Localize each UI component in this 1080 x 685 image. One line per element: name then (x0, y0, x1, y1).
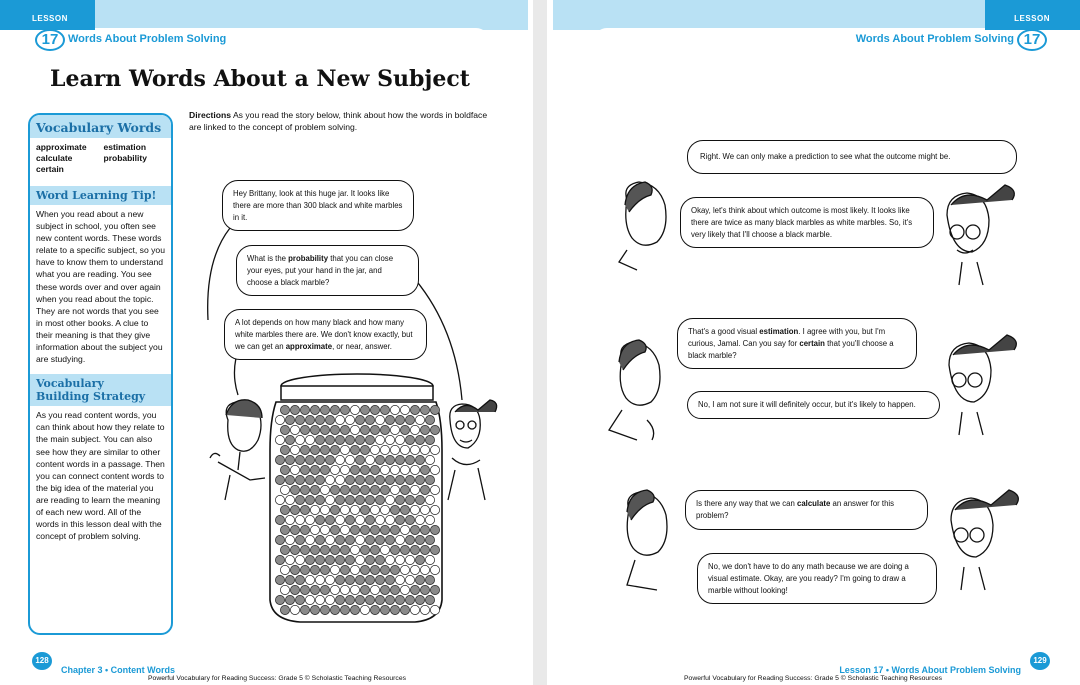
bubble-text: What is the (247, 254, 289, 263)
speech-bubble (222, 180, 414, 231)
lesson-number-badge: 17 (35, 29, 65, 51)
girl-figure (951, 490, 1018, 590)
bubble-text: , or near, answer. (332, 341, 392, 351)
tip-heading: Word Learning Tip! (30, 186, 171, 205)
vocab-word: estimation (103, 142, 147, 152)
bubble-bold: probability (288, 254, 329, 263)
girl-figure (947, 185, 1014, 285)
unit-title: Words About Problem Solving (68, 33, 227, 45)
boy-figure (609, 340, 660, 440)
credit-line: Powerful Vocabulary for Reading Success: Grade 5 © Scholastic Teaching Resources (684, 675, 943, 682)
lesson-tab: LESSON (0, 0, 95, 30)
speech-bubble (687, 140, 1017, 174)
vocab-word: approximate (36, 142, 87, 152)
speech-bubble (224, 309, 427, 360)
page-title: Learn Words About a New Subject (50, 66, 470, 92)
speech-bubble (680, 197, 934, 248)
strategy-text: As you read content words, you can think about how they relate to the main subject. You can also see how they are similar to other content words in a passage. Then you can connect content words to the big idea of the material you are reading to learn the meaning of each new word. All of the words in this lesson deal with the concept of problem solving. (36, 410, 165, 542)
bubble-bold: approximate (285, 341, 333, 351)
speech-bubble (687, 391, 940, 419)
bubble-text: No, I am not sure it will definitely occur, but it's likely to happen. (698, 400, 916, 409)
bubble-text: Hey Brittany, look at this huge jar. It looks like there are more than 300 black and white marbles in it. (233, 189, 403, 222)
bubble-text: A lot depends on how many black and how many white marbles there are. We don't know exactly, but we can get an (235, 318, 413, 351)
page-number: 129 (1030, 652, 1050, 670)
bubble-bold: calculate (796, 499, 831, 508)
bubble-bold: estimation (759, 327, 799, 336)
chapter-footer: Chapter 3 • Content Words (61, 665, 175, 675)
boy-figure (619, 182, 666, 270)
boy-figure (627, 490, 667, 590)
girl-figure (949, 335, 1016, 435)
lesson-footer: Lesson 17 • Words About Problem Solving (839, 665, 1021, 675)
boy-figure (210, 400, 265, 500)
bubble-text: Is there any way that we can (696, 499, 797, 508)
bubble-text: Okay, let's think about which outcome is most likely. It looks like there are twice as many black marbles as white marbles. So, it's very likely that I'll choose a black marble. (691, 206, 913, 239)
vocab-heading: Vocabulary Words (30, 115, 171, 138)
directions-text: As you read the story below, think about how the words in boldface are linked to the concept of problem solving. (189, 110, 488, 132)
left-page (0, 0, 533, 685)
bubble-bold: certain (799, 338, 825, 348)
lesson-number-badge: 17 (1017, 29, 1047, 51)
tip-text: When you read about a new subject in school, you often see new content words. These words relate to a specific subject, so you have to know them to understand what you are reading. You see these words over and over again when you read about the topic. They are not words that you see in most other books. A clue to their meaning is that they give information about the subject you are studying. (36, 209, 165, 365)
girl-figure (448, 400, 497, 500)
right-page (547, 0, 1080, 685)
vocab-word: probability (103, 153, 147, 163)
speech-bubble (677, 318, 917, 369)
vocab-word: calculate (36, 153, 73, 163)
lesson-tab: LESSON (985, 0, 1080, 30)
credit-line: Powerful Vocabulary for Reading Success: Grade 5 © Scholastic Teaching Resources (148, 675, 407, 682)
bubble-text: that you can close your eyes, put your hand in the jar, and choose a black marble? (247, 254, 394, 287)
page-number: 128 (32, 652, 52, 670)
bubble-text: Right. We can only make a prediction to see what the outcome might be. (700, 152, 951, 161)
strategy-heading-line: Vocabulary (36, 377, 104, 391)
speech-bubble (236, 245, 419, 296)
speech-bubble (685, 490, 928, 530)
directions-label: Directions (189, 110, 232, 120)
bubble-text: that you'll choose a black marble? (688, 338, 894, 360)
strategy-heading-line: Building Strategy (36, 390, 146, 404)
speech-bubble (697, 553, 937, 604)
unit-title: Words About Problem Solving (855, 33, 1014, 45)
bubble-text: . I agree with you, but I'm curious, Jamal. Can you say for (688, 327, 886, 348)
vocab-word: certain (36, 164, 64, 174)
bubble-text: an answer for this problem? (696, 499, 895, 520)
bubble-text: No, we don't have to do any math because we are doing a visual estimate. Okay, are you ready? I'm going to draw a marble without looking! (708, 562, 909, 595)
bubble-text: That's a good visual (688, 327, 760, 336)
